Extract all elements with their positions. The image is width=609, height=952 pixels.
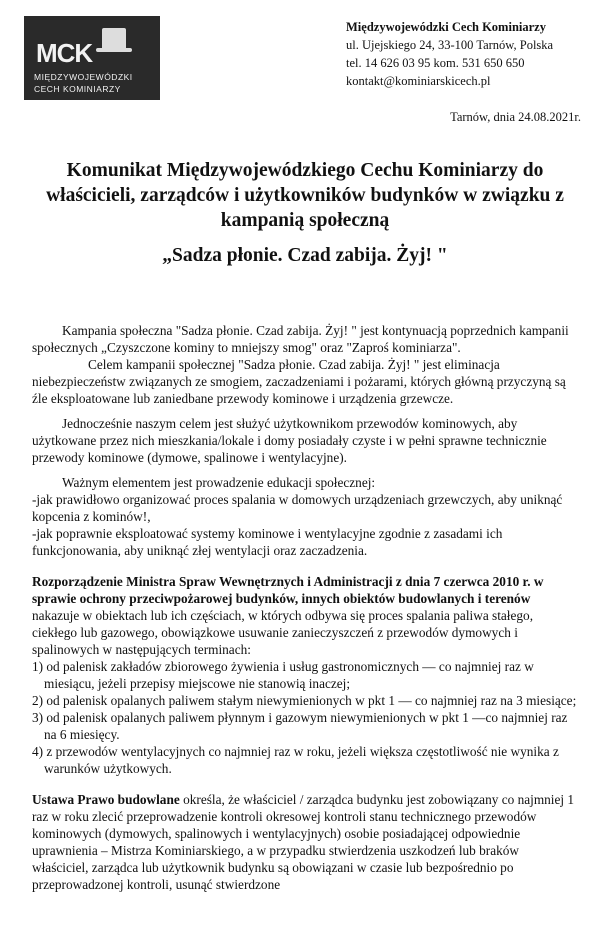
- list-item: 4) z przewodów wentylacyjnych co najmniej raz w roku, jeżeli większa częstotliwość nie wynika z warunków użytkowych.: [32, 744, 559, 776]
- logo-mark: MCK: [36, 38, 93, 68]
- org-email: kontakt@kominiarskicech.pl: [346, 74, 491, 88]
- paragraph-text: Celem kampanii społecznej "Sadza płonie. Czad zabija. Żyj! " jest eliminacja niebezpieczeństw związanych ze smogiem, zaczadzeniami i pożarami, których główną przyczyną są źle eksploatowane lub zaniedbane przewody kominowe i urządzenia grzewcze.: [32, 357, 566, 406]
- logo-line-2: CECH KOMINIARZY: [34, 84, 121, 94]
- title-main: Komunikat Międzywojewódzkiego Cechu Kominiarzy do właścicieli, zarządców i użytkowników budynków w związku z kampanią społeczną: [46, 160, 564, 231]
- paragraph-text: Jednocześnie naszym celem jest służyć użytkownikom przewodów kominowych, aby użytkowane przez nich mieszkania/lokale i domy posiadały czyste i w pełni sprawne technicznie przewody kominowe (dymowe, spalinowe i wentylacyjne).: [32, 416, 547, 465]
- paragraph-building-law: [32, 791, 578, 893]
- regulation-title: Rozporządzenie Ministra Spraw Wewnętrznych i Administracji z dnia 7 czerwca 2010 r. w sprawie ochrony przeciwpożarowej budynków, innych obiektów budowlanych i terenów: [32, 574, 544, 606]
- logo-line-1: MIĘDZYWOJEWÓDZKI: [34, 72, 133, 82]
- document-body: [32, 322, 578, 901]
- paragraph-text: Ważnym elementem jest prowadzenie edukacji społecznej:: [62, 475, 376, 490]
- paragraph-text: Kampania społeczna "Sadza płonie. Czad zabija. Żyj! " jest kontynuacją poprzednich kampanii społecznych „Czyszczone kominy to mniejszy smog" oraz "Zaproś kominiarza".: [32, 323, 569, 355]
- list-item: -jak prawidłowo organizować proces spalania w domowych urządzeniach grzewczych, aby uniknąć kopcenia z kominów!,: [32, 492, 563, 524]
- letterhead-contact: [346, 18, 553, 90]
- list-item: 1) od palenisk zakładów zbiorowego żywienia i usług gastronomicznych — co najmniej raz w miesiącu, jeżeli przepisy miejscowe nie stanowią inaczej;: [32, 659, 534, 691]
- org-address: ul. Ujejskiego 24, 33-100 Tarnów, Polska: [346, 38, 554, 52]
- paragraph-text: nakazuje w obiektach lub ich częściach, w których odbywa się proces spalania paliwa stałego, ciekłego lub gazowego, obowiązkowe usuwanie zanieczyszczeń z przewodów dymowych i spalinowych w następujących terminach:: [32, 608, 534, 657]
- document-title: [30, 158, 580, 268]
- dateline: Tarnów, dnia 24.08.2021r.: [450, 110, 581, 124]
- campaign-slogan: „Sadza płonie. Czad zabija. Żyj! ": [162, 245, 448, 266]
- paragraph-campaign-goal: [32, 356, 578, 407]
- law-title: Ustawa Prawo budowlane: [32, 792, 180, 807]
- list-item: 2) od palenisk opalanych paliwem stałym niewymienionych w pkt 1 — co najmniej raz na 3 miesiące;: [32, 693, 577, 708]
- guild-logo: [24, 16, 160, 100]
- paragraph-text: określa, że właściciel / zarządca budynku jest zobowiązany co najmniej 1 raz w roku zlecić przeprowadzenie kontroli okresowej kontroli stanu technicznego przewodów kominowych (dymowych, spalinowych i wentylacyjnych) osobie posiadającej odpowiednie uprawnienia – Mistrza Kominiarskiego, a w przypadku stwierdzenia uszkodzeń lub braków właściciel, zarządca lub użytkownik budynku są obowiązani w czasie lub bezpośrednio po przeprowadzonej kontroli, usunąć stwierdzone: [32, 792, 575, 892]
- paragraph-regulation: [32, 573, 578, 777]
- top-hat-brim: [96, 48, 132, 52]
- paragraph-education: [32, 474, 578, 559]
- list-item: -jak poprawnie eksploatować systemy kominowe i wentylacyjne zgodnie z zasadami ich funkcjonowania, aby uniknąć złej wentylacji oraz zaczadzenia.: [32, 526, 503, 558]
- list-item: 3) od palenisk opalanych paliwem płynnym i gazowym niewymienionych w pkt 1 —co najmniej raz na 6 miesięcy.: [32, 710, 568, 742]
- paragraph-service-goal: [32, 415, 578, 466]
- org-phone: tel. 14 626 03 95 kom. 531 650 650: [346, 56, 525, 70]
- top-hat-icon: [102, 28, 126, 50]
- org-name: Międzywojewódzki Cech Kominiarzy: [346, 20, 546, 34]
- paragraph-campaign-intro: [32, 322, 578, 356]
